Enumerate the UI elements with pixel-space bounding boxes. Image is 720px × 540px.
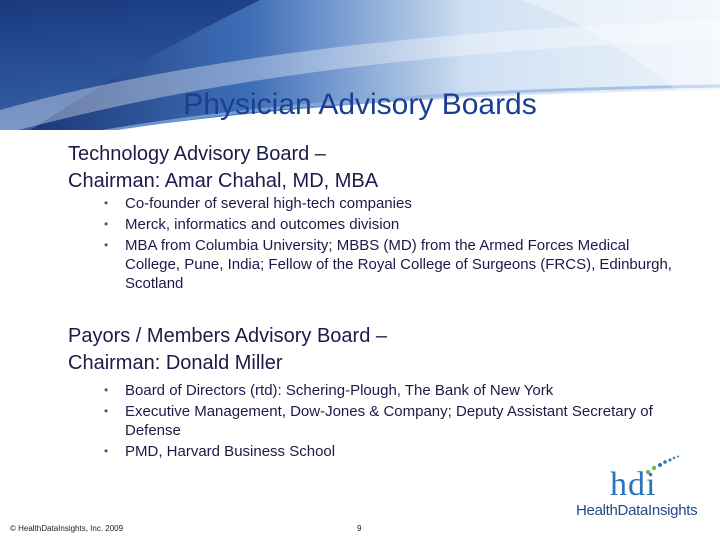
bullet-icon: •: [104, 444, 109, 458]
footer-copyright: © HealthDataInsights, Inc. 2009: [10, 524, 124, 533]
technology-board-bullets: [104, 194, 684, 295]
payors-board-heading: [68, 323, 387, 377]
list-item: • MBA from Columbia University; MBBS (MD) from the Armed Forces Medical College, Pune, India; Fellow of the Royal College of Surgeons (FRCS), Edinburgh, Scotland: [104, 237, 672, 292]
list-item: • Co-founder of several high-tech companies: [104, 195, 412, 212]
list-item: • PMD, Harvard Business School: [104, 443, 336, 460]
bullet-icon: •: [104, 217, 109, 231]
bullet-icon: •: [104, 383, 109, 397]
technology-board-chairman: Chairman: Amar Chahal, MD, MBA: [68, 170, 379, 192]
logo-wordmark: HealthDataInsights: [576, 502, 698, 519]
payors-board-chairman: Chairman: Donald Miller: [68, 352, 283, 374]
technology-board-title: Technology Advisory Board –: [68, 143, 326, 165]
payors-board-title: Payors / Members Advisory Board –: [68, 325, 388, 347]
technology-board-heading: [68, 141, 378, 195]
bullet-icon: •: [104, 196, 109, 210]
hdi-logo: [572, 450, 712, 526]
list-item: • Executive Management, Dow-Jones & Company; Deputy Assistant Secretary of Defense: [104, 403, 653, 439]
list-item: • Merck, informatics and outcomes division: [104, 216, 400, 233]
bullet-icon: •: [104, 238, 109, 252]
logo-mark: hdi: [610, 466, 657, 503]
list-item: • Board of Directors (rtd): Schering-Plough, The Bank of New York: [104, 382, 554, 399]
bullet-icon: •: [104, 404, 109, 418]
slide-title: Physician Advisory Boards: [183, 88, 537, 121]
page-number: 9: [357, 524, 362, 533]
